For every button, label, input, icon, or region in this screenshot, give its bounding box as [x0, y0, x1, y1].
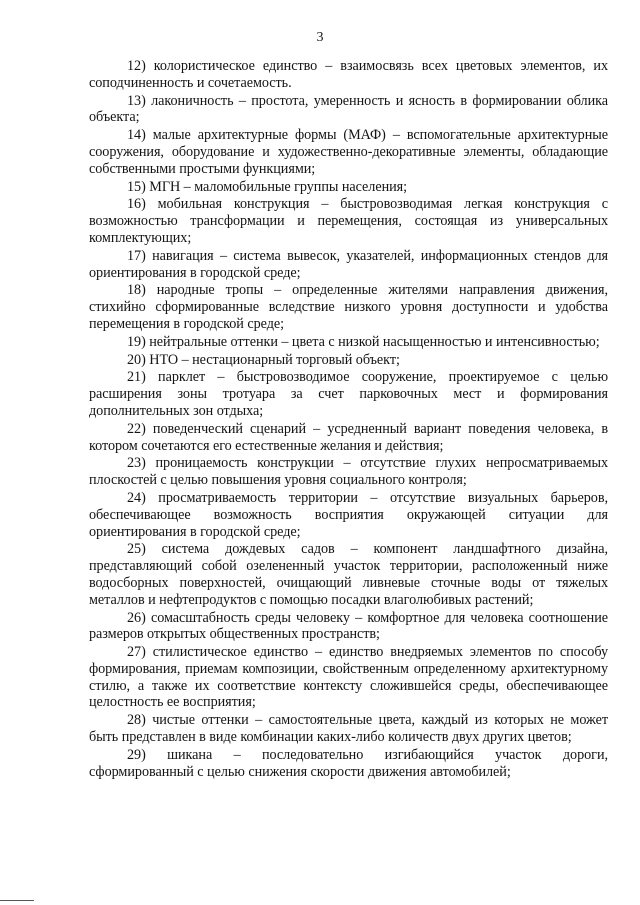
- definition-item: 24) просматриваемость территории – отсутствие визуальных барьеров, обеспечивающее возможность восприятия окружающей ситуации для ориентирования в городской среде;: [89, 489, 608, 540]
- definition-item: 25) система дождевых садов – компонент ландшафтного дизайна, представляющий собой озелененный участок территории, расположенный ниже водосборных поверхностей, очищающий ливневые сточные воды от тяжелых металлов и нефтепродуктов с помощью посадки влаголюбивых растений;: [89, 541, 608, 608]
- page-edge-mark: [0, 900, 34, 901]
- definition-item: 17) навигация – система вывесок, указателей, информационных стендов для ориентирования в городской среде;: [89, 247, 608, 281]
- definition-item: 20) НТО – нестационарный торговый объект;: [127, 351, 400, 368]
- definition-item: 21) парклет – быстровозводимое сооружение, проектируемое с целью расширения зоны тротуара за счет парковочных мест и формирования дополнительных зон отдыха;: [89, 369, 608, 419]
- definition-item: 26) сомасштабность среды человеку – комфортное для человека соотношение размеров открытых общественных пространств;: [89, 609, 608, 643]
- definitions-list: [89, 58, 608, 781]
- definition-item: 12) колористическое единство – взаимосвязь всех цветовых элементов, их соподчиненность и сочетаемость.: [89, 58, 608, 91]
- definition-item: 18) народные тропы – определенные жителями направления движения, стихийно сформированные вследствие низкого уровня доступности и удобства перемещения в городской среде;: [89, 282, 608, 332]
- definition-item: 13) лаконичность – простота, умеренность и ясность в формировании облика объекта;: [89, 92, 608, 126]
- definition-item: 19) нейтральные оттенки – цвета с низкой насыщенностью и интенсивностью;: [127, 333, 600, 350]
- definition-item: 22) поведенческий сценарий – усредненный вариант поведения человека, в котором сочетаются его естественные желания и действия;: [89, 420, 608, 454]
- definition-item: 23) проницаемость конструкции – отсутствие глухих непросматриваемых плоскостей с целью повышения уровня социального контроля;: [89, 455, 608, 489]
- definition-item: 14) малые архитектурные формы (МАФ) – вспомогательные архитектурные сооружения, оборудование и художественно-декоративные элементы, обладающие собственными простыми функциями;: [89, 127, 608, 177]
- definition-item: 28) чистые оттенки – самостоятельные цвета, каждый из которых не может быть представлен в виде комбинации каких-либо количеств двух других цветов;: [89, 712, 608, 746]
- definition-item: 15) МГН – маломобильные группы населения;: [127, 178, 408, 195]
- definition-item: 16) мобильная конструкция – быстровозводимая легкая конструкция с возможностью трансформации и перемещения, состоящая из универсальных комплектующих;: [89, 196, 608, 246]
- page-number: 3: [316, 30, 324, 45]
- definition-item: 29) шикана – последовательно изгибающийся участок дороги, сформированный с целью снижения скорости движения автомобилей;: [89, 746, 608, 780]
- definition-item: 27) стилистическое единство – единство внедряемых элементов по способу формирования, приемам композиции, свойственным определенному архитектурному стилю, а также их соответствие контексту сложившейся среды, обеспечивающее целостность ее восприятия;: [89, 644, 608, 711]
